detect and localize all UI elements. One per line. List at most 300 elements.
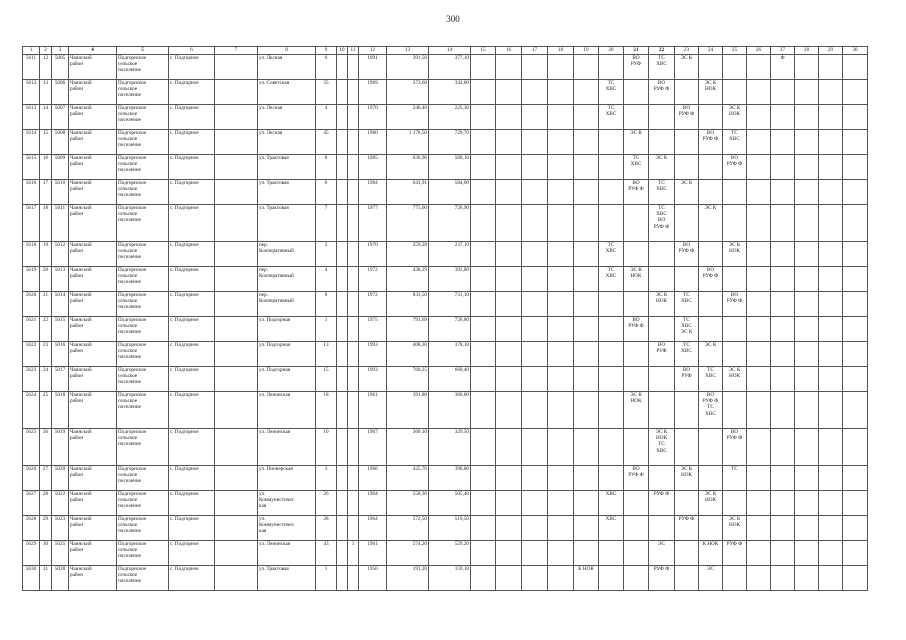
table-cell (819, 55, 843, 80)
table-cell: 5613 (23, 105, 40, 130)
table-cell: ВО РУФ Ф (624, 466, 649, 491)
header-cell: 17 (522, 47, 548, 55)
table-row (23, 80, 868, 105)
table-cell (215, 267, 258, 292)
table-cell (215, 55, 258, 80)
table-cell: 574,20 (387, 541, 429, 566)
table-cell (471, 367, 496, 392)
table-cell (337, 80, 348, 105)
table-cell: ЭС К НОК (699, 491, 723, 516)
table-cell (348, 205, 359, 242)
header-cell: 26 (747, 47, 771, 55)
table-cell: 6 (316, 55, 337, 80)
table-cell: 791,69 (387, 317, 429, 342)
table-cell (723, 342, 747, 367)
table-cell: Подгорнское сельское поселение (117, 267, 169, 292)
table-cell: ул. Лесная (258, 55, 316, 80)
header-cell: 29 (819, 47, 843, 55)
table-row (23, 105, 868, 130)
table-cell (795, 267, 819, 292)
table-cell: с. Подгорное (169, 205, 215, 242)
table-cell: пер. Кооперативный (258, 267, 316, 292)
header-cell: 13 (387, 47, 429, 55)
table-cell (599, 367, 624, 392)
table-cell: ЭС К НОК (624, 392, 649, 429)
table-cell: ул. Ленинская (258, 429, 316, 466)
table-cell: 12 (40, 55, 52, 80)
table-cell: ул. Трактовая (258, 205, 316, 242)
table-cell: 5012 (52, 242, 69, 267)
table-cell (819, 566, 843, 591)
table-cell (747, 292, 771, 317)
table-cell: ТС ХВС (599, 80, 624, 105)
table-cell: РУФ Ф (649, 566, 675, 591)
table-cell: с. Подгорное (169, 292, 215, 317)
table-cell (574, 367, 599, 392)
table-cell (649, 516, 675, 541)
table-cell (548, 367, 574, 392)
table-cell (795, 566, 819, 591)
table-cell: с. Подгорное (169, 342, 215, 367)
table-cell (348, 80, 359, 105)
table-cell: ТС ХВС (599, 105, 624, 130)
table-cell: 660,40 (429, 367, 471, 392)
table-cell: 833,50 (387, 292, 429, 317)
table-cell (771, 292, 795, 317)
table-cell (747, 566, 771, 591)
table-cell: 5019 (52, 429, 69, 466)
table-cell (215, 342, 258, 367)
table-cell (548, 242, 574, 267)
table-cell (348, 242, 359, 267)
table-row (23, 242, 868, 267)
table-cell (337, 105, 348, 130)
header-cell: 7 (215, 47, 258, 55)
table-cell: 22 (40, 317, 52, 342)
table-cell (675, 541, 699, 566)
table-cell (843, 180, 868, 205)
table-cell (471, 466, 496, 491)
table-cell (843, 130, 868, 155)
table-cell (843, 392, 868, 429)
table-cell (624, 491, 649, 516)
table-cell: с. Подгорное (169, 367, 215, 392)
table-cell (795, 367, 819, 392)
table-cell (771, 242, 795, 267)
header-cell: 30 (843, 47, 868, 55)
table-row (23, 367, 868, 392)
table-cell: Подгорнское сельское поселение (117, 55, 169, 80)
table-cell: Подгорнское сельское поселение (117, 317, 169, 342)
table-row (23, 392, 868, 429)
table-cell (496, 155, 522, 180)
table-cell (348, 516, 359, 541)
table-cell (843, 105, 868, 130)
table-cell (795, 541, 819, 566)
table-cell (795, 392, 819, 429)
table-cell (624, 205, 649, 242)
table-row (23, 466, 868, 491)
header-cell: 23 (675, 47, 699, 55)
table-cell (522, 491, 548, 516)
table-cell (522, 155, 548, 180)
table-cell: с. Подгорное (169, 242, 215, 267)
table-cell: 45 (316, 130, 337, 155)
header-cell: 4 (69, 47, 117, 55)
table-cell (747, 267, 771, 292)
table-cell: 19 (40, 242, 52, 267)
table-cell (522, 367, 548, 392)
table-cell: 14 (40, 105, 52, 130)
table-cell (675, 130, 699, 155)
table-cell (215, 80, 258, 105)
table-cell (723, 267, 747, 292)
table-cell (843, 541, 868, 566)
table-cell (599, 205, 624, 242)
table-cell: пер. Кооперативный (258, 292, 316, 317)
table-cell: 5629 (23, 541, 40, 566)
table-cell: 6 (316, 180, 337, 205)
table-cell: Чаинский район (69, 367, 117, 392)
table-cell: Чаинский район (69, 466, 117, 491)
table-cell: ЭС К (649, 155, 675, 180)
table-cell: 43 (316, 541, 337, 566)
table-cell: 5616 (23, 180, 40, 205)
table-row (23, 566, 868, 591)
table-cell: 1961 (359, 392, 387, 429)
table-cell (215, 516, 258, 541)
table-cell: Подгорнское сельское поселение (117, 80, 169, 105)
table-cell: с. Подгорное (169, 429, 215, 466)
table-cell (522, 80, 548, 105)
table-cell (747, 367, 771, 392)
table-cell: Чаинский район (69, 267, 117, 292)
table-cell (522, 566, 548, 591)
table-cell (723, 491, 747, 516)
table-cell (471, 180, 496, 205)
table-cell (215, 180, 258, 205)
table-cell (548, 429, 574, 466)
table-cell (548, 541, 574, 566)
table-cell: 1985 (359, 155, 387, 180)
table-cell: 5614 (23, 130, 40, 155)
header-cell: 5 (117, 47, 169, 55)
table-cell (215, 155, 258, 180)
table-cell (843, 491, 868, 516)
table-cell (843, 342, 868, 367)
table-cell (522, 242, 548, 267)
table-cell: 8 (316, 292, 337, 317)
table-cell: Чаинский район (69, 80, 117, 105)
table-cell: 5626 (23, 466, 40, 491)
header-cell: 3 (52, 47, 69, 55)
table-cell (574, 342, 599, 367)
table-row (23, 317, 868, 342)
table-cell: РУФ Ф (675, 516, 699, 541)
table-cell (795, 491, 819, 516)
table-cell (496, 292, 522, 317)
table-cell: Чаинский район (69, 491, 117, 516)
header-cell: 28 (795, 47, 819, 55)
table-cell: ЭС К (699, 342, 723, 367)
table-cell: 726,90 (429, 205, 471, 242)
table-cell: 1972 (359, 292, 387, 317)
table-cell (471, 105, 496, 130)
table-cell (348, 180, 359, 205)
table-cell: ул. Подгорная (258, 317, 316, 342)
table-cell: Чаинский район (69, 55, 117, 80)
table-cell: Чаинский район (69, 130, 117, 155)
table-cell (348, 491, 359, 516)
table-cell: 5618 (23, 242, 40, 267)
table-cell: 5630 (23, 566, 40, 591)
table-cell: ул. Трактовая (258, 180, 316, 205)
table-cell (723, 566, 747, 591)
table-cell: ЭС К НОК (649, 292, 675, 317)
table-cell: 5025 (52, 541, 69, 566)
table-cell (819, 130, 843, 155)
table-cell: ЭС К НОК (723, 242, 747, 267)
table-cell (819, 491, 843, 516)
table-cell: 5625 (23, 429, 40, 466)
table-cell: с. Подгорное (169, 180, 215, 205)
table-cell (574, 130, 599, 155)
table-cell (795, 317, 819, 342)
table-cell (675, 566, 699, 591)
table-cell: 641,91 (387, 180, 429, 205)
table-cell: 30 (40, 541, 52, 566)
table-cell: ул. Советская (258, 80, 316, 105)
table-cell (337, 367, 348, 392)
table-cell: 5017 (52, 367, 69, 392)
table-cell: ЭС (649, 541, 675, 566)
table-cell: ТС (723, 466, 747, 491)
table-cell (496, 429, 522, 466)
table-cell: 23 (40, 342, 52, 367)
table-cell: 5005 (52, 55, 69, 80)
table-cell (624, 516, 649, 541)
table-cell: 1966 (359, 466, 387, 491)
table-cell: ВО РУФ Ф (723, 292, 747, 317)
table-cell (215, 205, 258, 242)
table-cell (771, 205, 795, 242)
table-cell (496, 566, 522, 591)
table-cell (843, 429, 868, 466)
table-cell: ЭС (699, 566, 723, 591)
table-cell: 24 (40, 367, 52, 392)
table-cell (747, 541, 771, 566)
table-cell (819, 429, 843, 466)
table-cell: ул. Лесная (258, 105, 316, 130)
table-cell (337, 205, 348, 242)
table-cell: Чаинский район (69, 392, 117, 429)
table-cell: Чаинский район (69, 155, 117, 180)
table-cell: 27 (40, 466, 52, 491)
table-cell: ул. Коммунистичес кая (258, 516, 316, 541)
table-cell: ВО РУФ Ф (675, 242, 699, 267)
table-cell: 1993 (359, 367, 387, 392)
table-cell (548, 205, 574, 242)
table-cell (215, 429, 258, 466)
table-cell: 360,80 (429, 392, 471, 429)
table-cell (624, 429, 649, 466)
table-cell (574, 466, 599, 491)
table-cell (843, 80, 868, 105)
table-cell: 373,60 (387, 80, 429, 105)
table-cell (649, 392, 675, 429)
table-cell (548, 466, 574, 491)
table-cell (548, 105, 574, 130)
table-cell: 28 (40, 491, 52, 516)
table-cell (548, 342, 574, 367)
table-cell (548, 130, 574, 155)
table-cell (574, 429, 599, 466)
table-cell: ТС ХВС (624, 155, 649, 180)
table-cell: 529,20 (429, 541, 471, 566)
table-cell: РУФ Ф (723, 541, 747, 566)
table-cell: ЭС К НОК (675, 466, 699, 491)
table-cell (522, 105, 548, 130)
table-cell: Подгорнское сельское поселение (117, 541, 169, 566)
table-cell: 390,80 (429, 466, 471, 491)
table-cell (624, 292, 649, 317)
table-cell (723, 55, 747, 80)
table-cell (599, 429, 624, 466)
table-cell (624, 541, 649, 566)
table-body (23, 55, 868, 591)
table-cell (471, 541, 496, 566)
table-cell (348, 317, 359, 342)
table-cell (747, 105, 771, 130)
table-cell (699, 242, 723, 267)
table-cell (819, 342, 843, 367)
table-cell: Чаинский район (69, 317, 117, 342)
table-cell: 5627 (23, 491, 40, 516)
table-cell (771, 541, 795, 566)
table-cell (819, 392, 843, 429)
table-cell: ВО РУФ Ф (624, 180, 649, 205)
table-cell (215, 130, 258, 155)
table-cell (771, 317, 795, 342)
table-cell: 225,30 (429, 105, 471, 130)
table-row (23, 292, 868, 317)
table-cell: 15 (316, 367, 337, 392)
table-cell: 5028 (52, 566, 69, 591)
table-cell: 5623 (23, 367, 40, 392)
table-cell (795, 180, 819, 205)
table-cell (471, 317, 496, 342)
table-cell: РУФ Ф (649, 491, 675, 516)
table-cell: 5015 (52, 317, 69, 342)
table-cell: 391,50 (387, 55, 429, 80)
table-cell (599, 130, 624, 155)
table-cell (723, 317, 747, 342)
table-cell (819, 205, 843, 242)
table-cell: Подгорнское сельское поселение (117, 516, 169, 541)
table-cell: ЭС К (624, 130, 649, 155)
table-cell (337, 342, 348, 367)
table-cell: Подгорнское сельское поселение (117, 566, 169, 591)
table-cell: Подгорнское сельское поселение (117, 105, 169, 130)
table-cell (348, 267, 359, 292)
table-cell (215, 466, 258, 491)
table-cell (675, 491, 699, 516)
table-cell (348, 342, 359, 367)
table-cell: 191,20 (387, 566, 429, 591)
table-cell: ул. Трактовая (258, 566, 316, 591)
table-cell (649, 267, 675, 292)
header-cell: 18 (548, 47, 574, 55)
table-cell: ул. Пионерская (258, 466, 316, 491)
table-cell (522, 317, 548, 342)
table-cell (699, 155, 723, 180)
table-cell (548, 516, 574, 541)
table-cell (522, 292, 548, 317)
table-cell (771, 105, 795, 130)
table-cell (548, 491, 574, 516)
header-cell: 10 (337, 47, 348, 55)
table-cell (747, 205, 771, 242)
table-cell (771, 267, 795, 292)
table-cell (675, 80, 699, 105)
table-cell (624, 342, 649, 367)
table-cell (496, 516, 522, 541)
table-cell (699, 55, 723, 80)
table-cell: ТС ХВС (723, 130, 747, 155)
table-cell (337, 155, 348, 180)
table-cell (747, 155, 771, 180)
table-cell: 7 (316, 205, 337, 242)
table-row (23, 130, 868, 155)
table-cell (599, 317, 624, 342)
table-cell (574, 541, 599, 566)
table-cell (819, 292, 843, 317)
table-cell (471, 516, 496, 541)
table-cell: 5619 (23, 267, 40, 292)
table-cell (624, 566, 649, 591)
table-cell (471, 55, 496, 80)
table-cell: 31 (40, 566, 52, 591)
table-cell: ул. Подгорная (258, 367, 316, 392)
table-cell (771, 491, 795, 516)
table-cell: 425,76 (387, 466, 429, 491)
table-cell: 29 (40, 516, 52, 541)
table-cell (795, 466, 819, 491)
table-cell: 1970 (359, 242, 387, 267)
header-cell: 14 (429, 47, 471, 55)
table-cell: с. Подгорное (169, 317, 215, 342)
table-cell: 5617 (23, 205, 40, 242)
table-cell: Чаинский район (69, 566, 117, 591)
header-cell: 20 (599, 47, 624, 55)
table-cell (843, 292, 868, 317)
table-cell (699, 516, 723, 541)
table-cell: 5008 (52, 130, 69, 155)
table-cell: 5620 (23, 292, 40, 317)
table-cell (574, 80, 599, 105)
table-cell: ВО РУФ (624, 55, 649, 80)
table-cell: ТС ХВС (675, 292, 699, 317)
table-cell: 4 (316, 105, 337, 130)
table-cell (771, 566, 795, 591)
table-cell (496, 180, 522, 205)
table-cell (215, 392, 258, 429)
table-cell (624, 242, 649, 267)
table-cell (548, 267, 574, 292)
table-cell: ТС ХВС ВО РУФ Ф (649, 205, 675, 242)
table-cell: 1975 (359, 317, 387, 342)
table-cell: 16 (40, 155, 52, 180)
